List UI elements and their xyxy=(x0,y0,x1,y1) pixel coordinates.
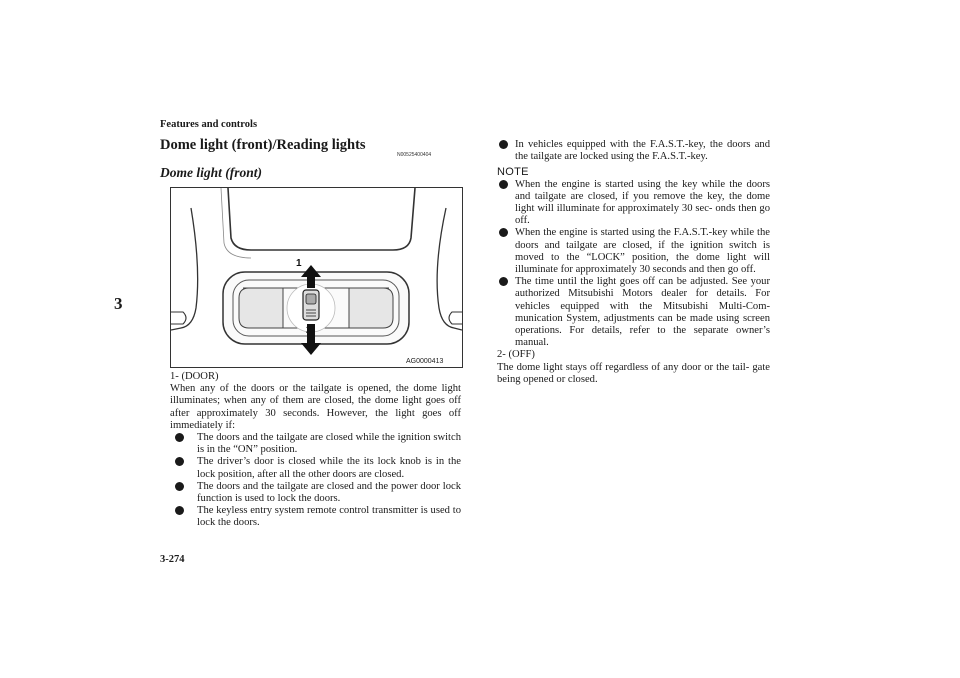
figure-code: AG0000413 xyxy=(406,358,444,365)
bullet-icon xyxy=(175,433,184,442)
right-column xyxy=(497,139,770,386)
list-item: The driver’s door is closed while the its lock knob is in the lock position, after all the other doors are closed. xyxy=(170,456,461,480)
page-number: 3-274 xyxy=(160,554,185,565)
note-heading: NOTE xyxy=(497,166,529,179)
figure-label-1: 1 xyxy=(296,258,302,269)
chapter-tab: 3 xyxy=(114,294,123,313)
left-column xyxy=(170,371,461,530)
figure-label-2: 2 xyxy=(306,325,312,336)
position-2-text: The dome light stays off regardless of any door or the tail- gate being opened or closed. xyxy=(497,361,770,385)
bullet-icon xyxy=(175,506,184,515)
dome-light-illustration xyxy=(170,187,463,368)
note-item: The time until the light goes off can be adjusted. See your authorized Mitsubishi Motors dealer for details. For vehicles equipped with the Mitsubishi Multi-Com- munication System, adjustments can be made using screen operations. For details, refer to the separate owner’s manual. xyxy=(497,276,770,349)
page-title: Dome light (front)/Reading lights xyxy=(160,137,366,153)
bullet-icon xyxy=(499,228,508,237)
bullet-icon xyxy=(175,482,184,491)
bullet-icon xyxy=(175,457,184,466)
position-1-intro: When any of the doors or the tailgate is opened, the dome light illuminates; when any of them are closed, the dome light goes off after approximately 30 seconds. However, the light goes off immediately if: xyxy=(170,383,461,431)
list-item: In vehicles equipped with the F.A.S.T.-key, the doors and the tailgate are locked using the F.A.S.T.-key. xyxy=(497,139,770,163)
list-item: The keyless entry system remote control transmitter is used to lock the doors. xyxy=(170,505,461,529)
section-subtitle: Dome light (front) xyxy=(160,165,263,180)
list-item: The doors and the tailgate are closed while the ignition switch is in the “ON” position. xyxy=(170,432,461,456)
list-item: The doors and the tailgate are closed and the power door lock function is used to lock the doors. xyxy=(170,481,461,505)
note-item: When the engine is started using the key while the doors and tailgate are closed, if you remove the key, the dome light will illuminate for approximately 30 sec- onds then go off. xyxy=(497,179,770,228)
bullet-icon xyxy=(499,277,508,286)
bullet-icon xyxy=(499,140,508,149)
note-item: When the engine is started using the F.A.S.T.-key while the doors and tailgate are closed, if the ignition switch is moved to the “LOCK” position, the dome light will illuminate for approximately 30 seconds and then go off. xyxy=(497,227,770,276)
title-reference-code: N00525400404 xyxy=(397,152,432,158)
bullet-icon xyxy=(499,180,508,189)
position-1-label: 1- (DOOR) xyxy=(170,371,219,382)
running-header: Features and controls xyxy=(160,119,258,130)
position-2-label: 2- (OFF) xyxy=(497,349,535,361)
